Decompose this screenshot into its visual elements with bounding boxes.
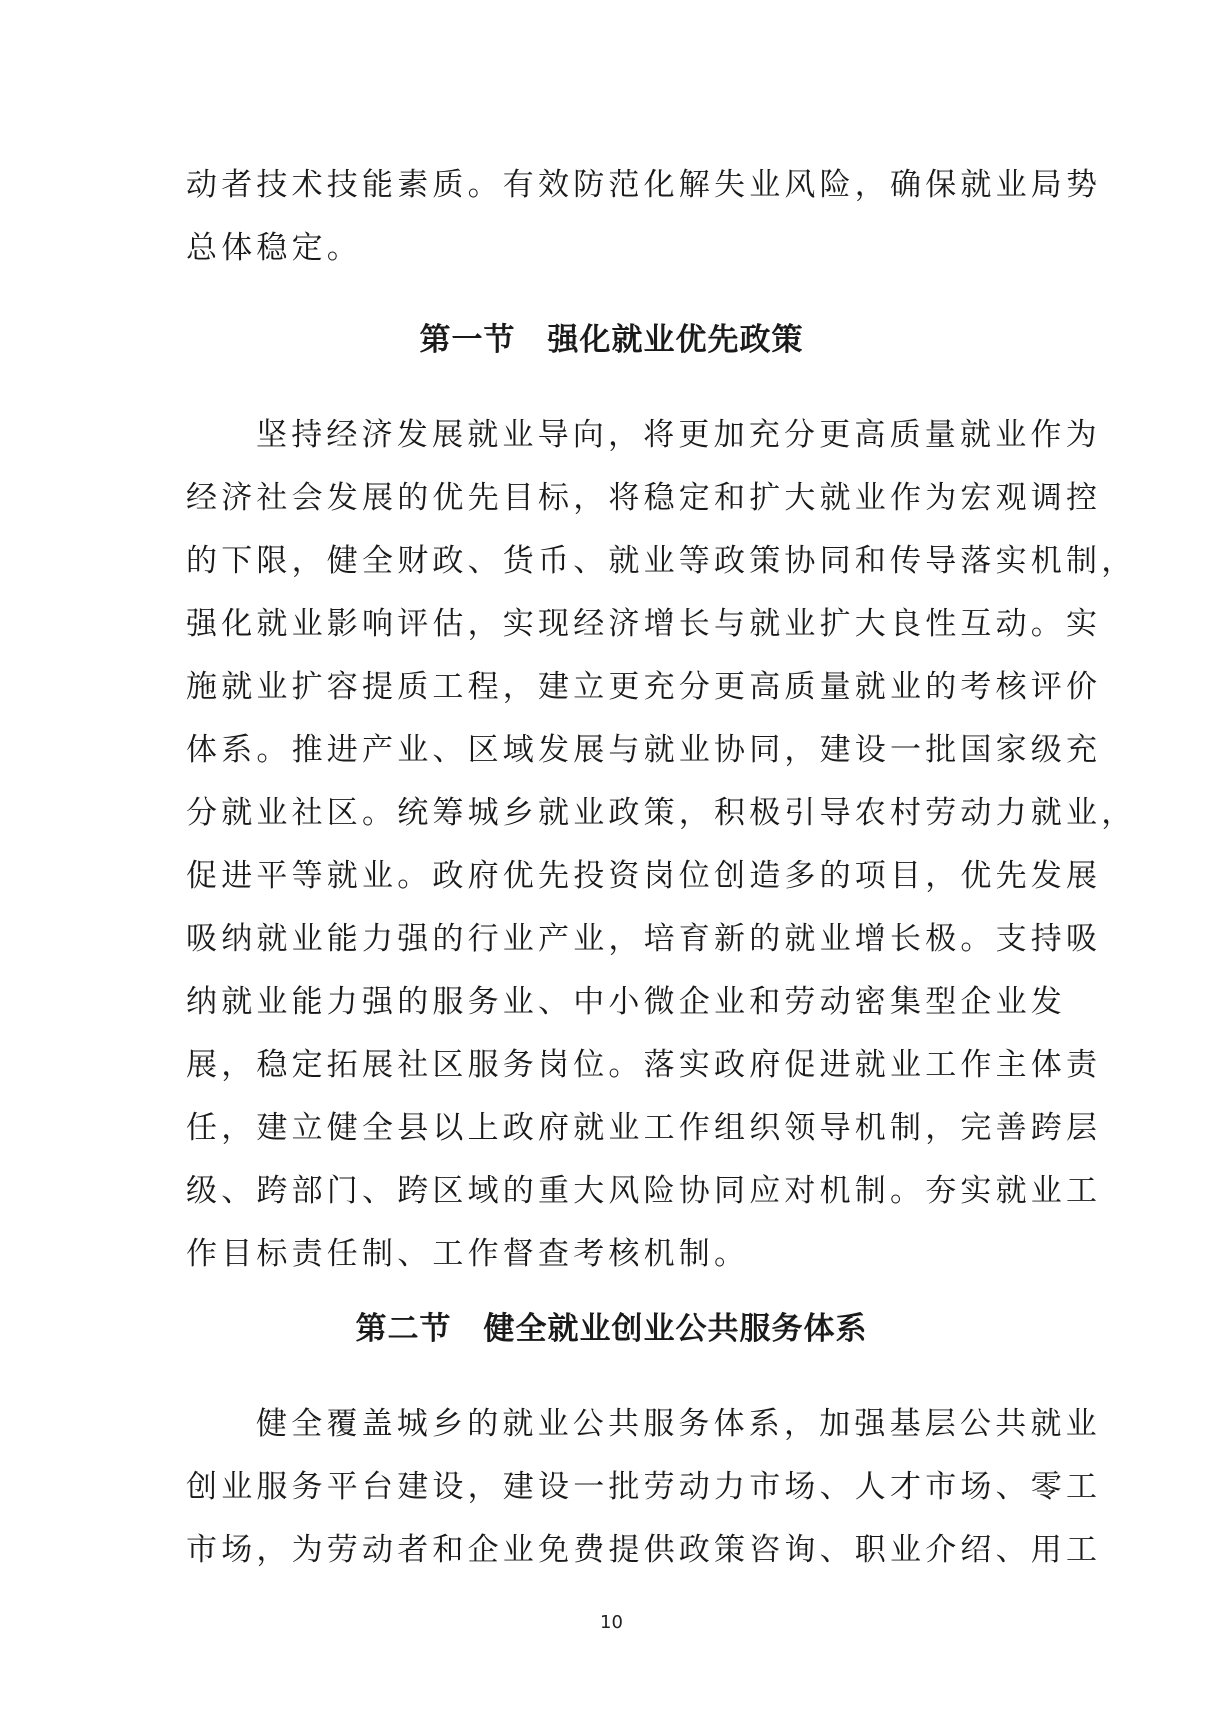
page-number: 10: [600, 1612, 623, 1633]
paragraph-line: 总体稳定。: [186, 230, 362, 266]
section-2-paragraph: [186, 1393, 1102, 1582]
paragraph-line: 市场，为劳动者和企业免费提供政策咨询、职业介绍、用工: [186, 1532, 1102, 1568]
paragraph-line: 健全覆盖城乡的就业公共服务体系，加强基层公共就业: [256, 1406, 1101, 1442]
section-1-paragraph: [186, 404, 1137, 1286]
paragraph-line: 动者技术技能素质。有效防范化解失业风险，确保就业局势: [186, 167, 1102, 203]
paragraph-line: 作目标责任制、工作督查考核机制。: [186, 1236, 750, 1272]
paragraph-line: 创业服务平台建设，建设一批劳动力市场、人才市场、零工: [186, 1469, 1102, 1505]
paragraph-line: 经济社会发展的优先目标，将稳定和扩大就业作为宏观调控: [186, 480, 1102, 516]
section-heading-1: 第一节 强化就业优先政策: [419, 322, 804, 358]
paragraph-line: 展，稳定拓展社区服务岗位。落实政府促进就业工作主体责: [186, 1047, 1102, 1083]
paragraph-line: 分就业社区。统筹城乡就业政策，积极引导农村劳动力就业，: [186, 795, 1137, 831]
paragraph-line: 任，建立健全县以上政府就业工作组织领导机制，完善跨层: [186, 1110, 1102, 1146]
paragraph-line: 体系。推进产业、区域发展与就业协同，建设一批国家级充: [186, 732, 1102, 768]
paragraph-line: 级、跨部门、跨区域的重大风险协同应对机制。夯实就业工: [186, 1173, 1102, 1209]
paragraph-line: 施就业扩容提质工程，建立更充分更高质量就业的考核评价: [186, 669, 1102, 705]
section-heading-2: 第二节 健全就业创业公共服务体系: [355, 1311, 868, 1347]
paragraph-line: 的下限，健全财政、货币、就业等政策协同和传导落实机制，: [186, 543, 1137, 579]
paragraph-line: 纳就业能力强的服务业、中小微企业和劳动密集型企业发: [186, 984, 1066, 1020]
paragraph-line: 强化就业影响评估，实现经济增长与就业扩大良性互动。实: [186, 606, 1102, 642]
paragraph-line: 促进平等就业。政府优先投资岗位创造多的项目，优先发展: [186, 858, 1102, 894]
paragraph-line: 吸纳就业能力强的行业产业，培育新的就业增长极。支持吸: [186, 921, 1102, 957]
intro-paragraph: [186, 154, 1102, 280]
paragraph-line: 坚持经济发展就业导向，将更加充分更高质量就业作为: [256, 417, 1101, 453]
